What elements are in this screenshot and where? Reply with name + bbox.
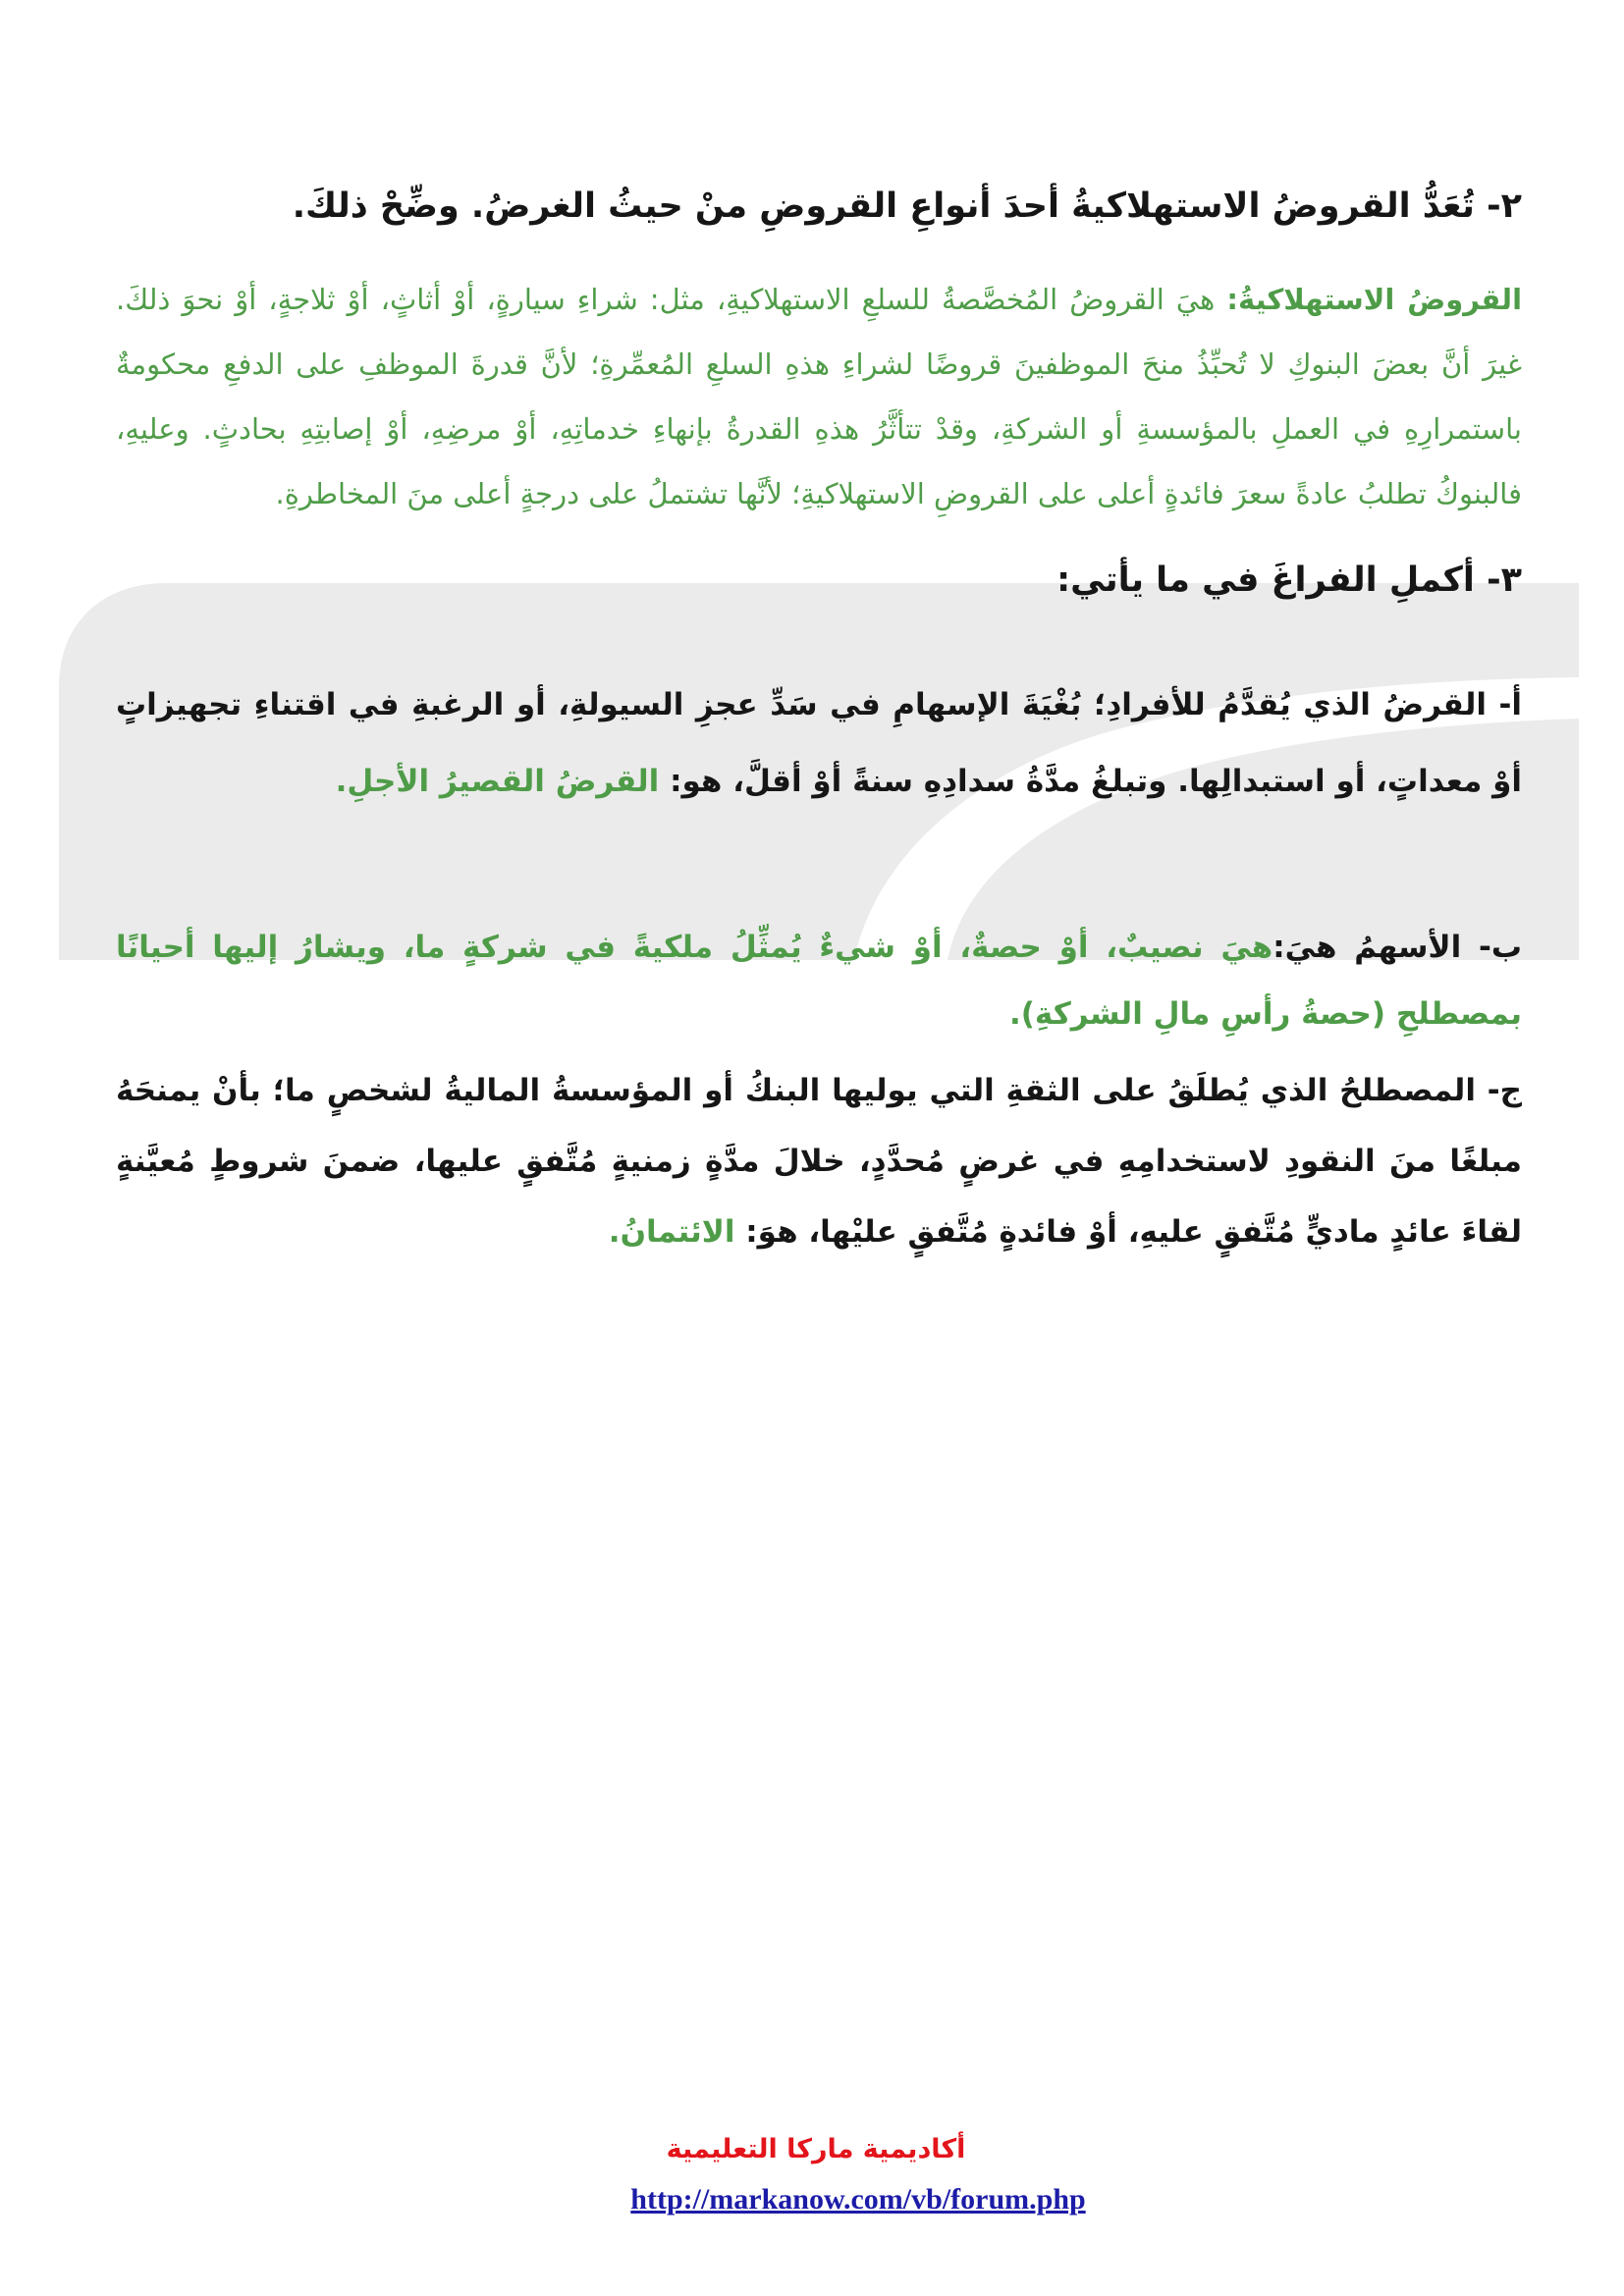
footer-academy-name: أكاديمية ماركا التعليمية — [666, 2134, 966, 2164]
worksheet-content — [116, 0, 1522, 1267]
item-b-answer: هيَ نصيبٌ، أوْ حصةٌ، أوْ شيءٌ يُمثِّلُ ملكيةً في شركةٍ ما، ويشارُ إليها أحيانًا بمصطلحِ (حصةُ رأسِ مالِ الشركةِ). — [116, 930, 1522, 1032]
item-b-label: ب- — [1478, 930, 1523, 965]
question-3-text: أكملِ الفراغَ في ما يأتي: — [1056, 561, 1475, 600]
question-2 — [116, 177, 1522, 236]
answer-2-term: القروضُ الاستهلاكيةُ: — [1226, 283, 1523, 316]
item-c-label: ج- — [1487, 1073, 1523, 1108]
question-3 — [116, 551, 1522, 610]
question-2-text: تُعَدُّ القروضُ الاستهلاكيةُ أحدَ أنواعِ القروضِ منْ حيثُ الغرضُ. وضِّحْ ذلكَ. — [292, 187, 1475, 226]
question-3-number: ٣- — [1487, 561, 1522, 600]
item-a-text: القرضُ الذي يُقدَّمُ للأفرادِ؛ بُغْيَةَ الإسهامِ في سَدِّ عجزِ السيولةِ، أو الرغبةِ في اقتناءِ تجهيزاتٍ أوْ معداتٍ، أو استبدالِها. وتبلغُ مدَّةُ سدادِهِ سنةً أوْ أقلَّ، هو: — [116, 687, 1522, 799]
answer-2-text: هيَ القروضُ المُخصَّصةُ للسلعِ الاستهلاكيةِ، مثل: شراءِ سيارةٍ، أوْ أثاثٍ، أوْ ثلاجةٍ، أوْ نحوَ ذلكَ. غيرَ أنَّ بعضَ البنوكِ لا تُحبِّذُ منحَ الموظفينَ قروضًا لشراءِ هذهِ السلعِ المُعمِّرةِ؛ لأنَّ قدرةَ الموظفِ على الدفعِ محكومةٌ باستمرارِهِ في العملِ بالمؤسسةِ أو الشركةِ، وقدْ تتأثَّرُ هذهِ القدرةُ بإنهاءِ خدماتِهِ، أوْ مرضِهِ، أوْ إصابتِهِ بحادثٍ. وعليهِ، فالبنوكُ تطلبُ عادةً سعرَ فائدةٍ أعلى على القروضِ الاستهلاكيةِ؛ لأنَّها تشتملُ على درجةٍ أعلى منَ المخاطرةِ. — [116, 283, 1522, 510]
item-c-text: المصطلحُ الذي يُطلَقُ على الثقةِ التي يوليها البنكُ أو المؤسسةُ الماليةُ لشخصٍ ما؛ بأنْ يمنحَهُ مبلغًا منَ النقودِ لاستخدامِهِ في غرضٍ مُحدَّدٍ، خلالَ مدَّةٍ زمنيةٍ مُتَّفقٍ عليها، ضمنَ شروطٍ مُعيَّنةٍ لقاءَ عائدٍ ماديٍّ مُتَّفقٍ عليهِ، أوْ فائدةٍ مُتَّفقٍ عليْها، هوَ: — [116, 1073, 1522, 1250]
fill-blank-item-a — [116, 667, 1522, 820]
item-c-answer: الائتمانُ. — [608, 1214, 735, 1250]
question-2-number: ٢- — [1487, 187, 1522, 226]
item-a-label: أ- — [1498, 687, 1522, 722]
item-a-answer: القرضُ القصيرُ الأجلِ. — [335, 764, 660, 799]
fill-blank-item-c — [116, 1055, 1522, 1267]
fill-blank-item-b — [116, 914, 1522, 1047]
answer-2-paragraph — [116, 267, 1522, 526]
footer-url-link[interactable]: http://markanow.com/vb/forum.php — [630, 2183, 1086, 2216]
item-b-text: الأسهمُ هيَ: — [1272, 930, 1462, 965]
